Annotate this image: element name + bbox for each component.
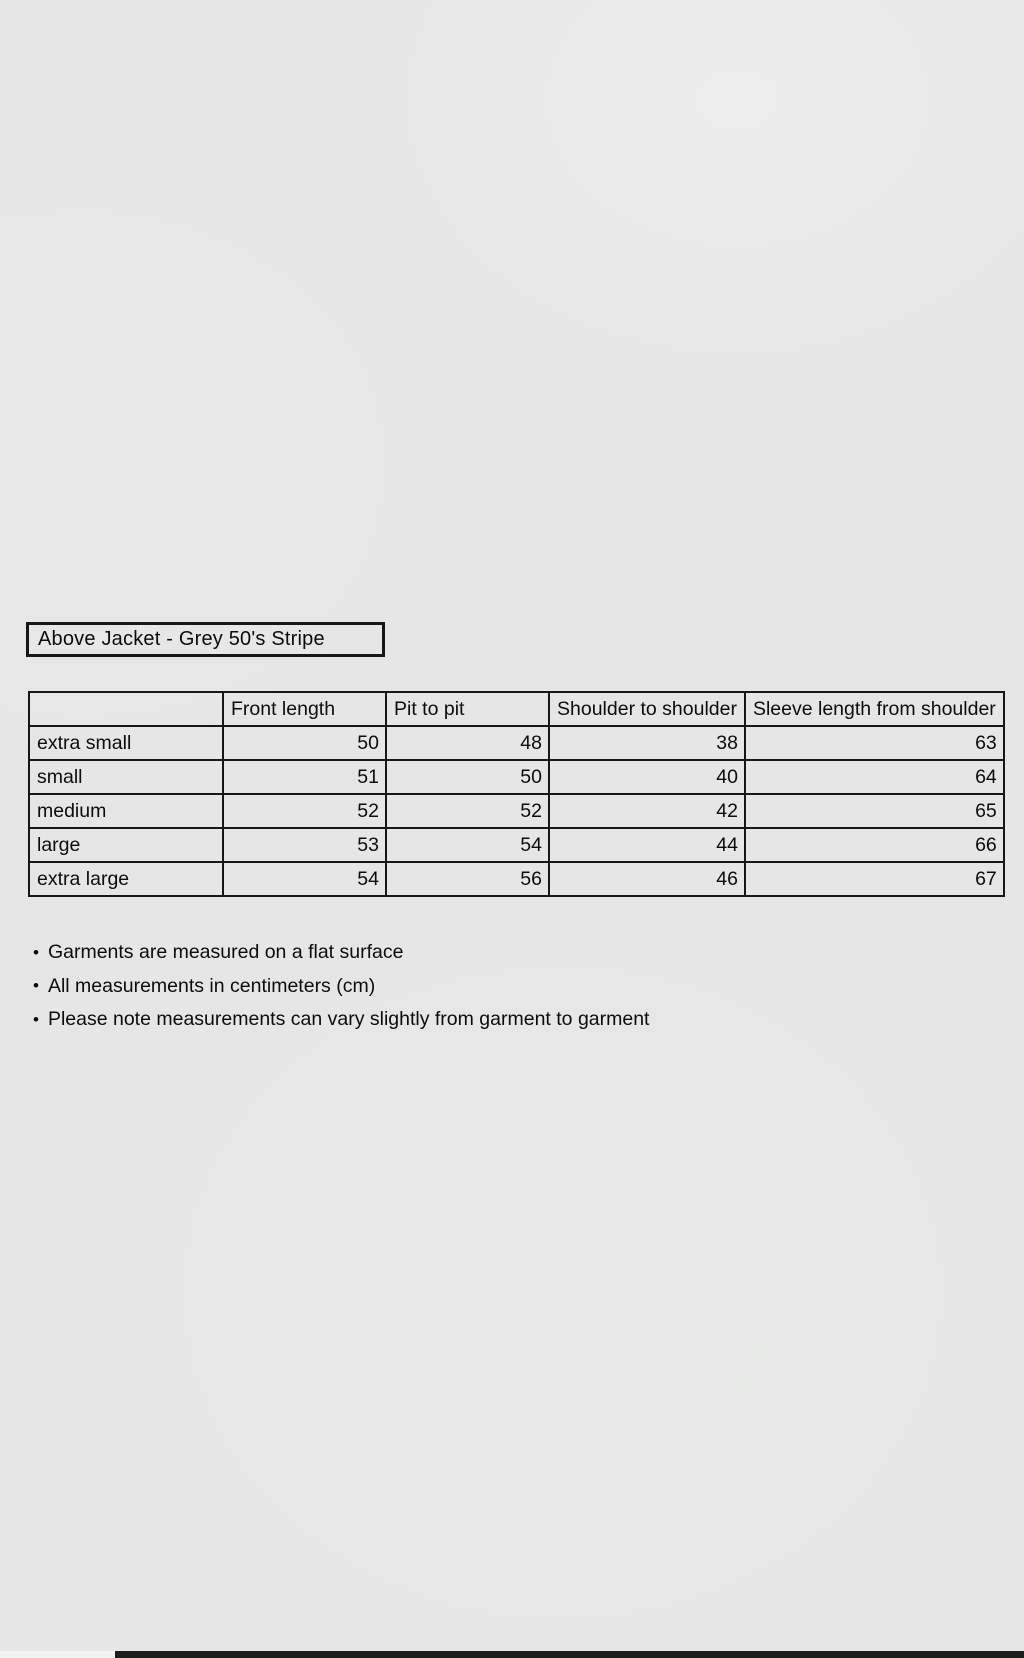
column-header-pit-to-pit: Pit to pit [386,692,549,726]
shoulder-to-shoulder-value: 40 [549,760,745,794]
pit-to-pit-value: 48 [386,726,549,760]
table-row-extra-large [29,862,1004,896]
size-label: extra large [29,862,223,896]
note-text: All measurements in centimeters (cm) [47,974,376,997]
front-length-value: 50 [223,726,386,760]
front-length-value: 52 [223,794,386,828]
column-header-sleeve-length: Sleeve length from shoulder [745,692,1004,726]
column-header-size [29,692,223,726]
front-length-value: 53 [223,828,386,862]
size-label: large [29,828,223,862]
pit-to-pit-value: 50 [386,760,549,794]
note-item [33,936,649,970]
size-label: extra small [29,726,223,760]
size-label: medium [29,794,223,828]
sleeve-length-value: 65 [745,794,1004,828]
video-progress-bar[interactable] [0,1651,1024,1658]
sleeve-length-value: 66 [745,828,1004,862]
note-text: Please note measurements can vary slightly from garment to garment [47,1008,650,1031]
shoulder-to-shoulder-value: 44 [549,828,745,862]
size-chart-table [28,691,1005,897]
measurement-notes [33,936,649,1037]
column-header-shoulder-to-shoulder: Shoulder to shoulder [549,692,745,726]
bullet-icon: • [33,1009,39,1029]
sleeve-length-value: 67 [745,862,1004,896]
note-item [33,1003,649,1037]
size-label: small [29,760,223,794]
progress-remaining-segment [115,1651,1024,1658]
header-row [29,692,1004,726]
shoulder-to-shoulder-value: 46 [549,862,745,896]
product-title: Above Jacket - Grey 50's Stripe [38,628,325,650]
sleeve-length-value: 63 [745,726,1004,760]
note-text: Garments are measured on a flat surface [47,941,404,964]
front-length-value: 54 [223,862,386,896]
progress-played-segment [0,1651,115,1658]
table-row-extra-small [29,726,1004,760]
front-length-value: 51 [223,760,386,794]
table-row-medium [29,794,1004,828]
bullet-icon: • [33,976,39,996]
note-item [33,970,649,1004]
pit-to-pit-value: 52 [386,794,549,828]
shoulder-to-shoulder-value: 38 [549,726,745,760]
pit-to-pit-value: 56 [386,862,549,896]
column-header-front-length: Front length [223,692,386,726]
pit-to-pit-value: 54 [386,828,549,862]
table-row-small [29,760,1004,794]
sleeve-length-value: 64 [745,760,1004,794]
bullet-icon: • [33,942,39,962]
product-title-box [26,622,385,657]
table-row-large [29,828,1004,862]
shoulder-to-shoulder-value: 42 [549,794,745,828]
